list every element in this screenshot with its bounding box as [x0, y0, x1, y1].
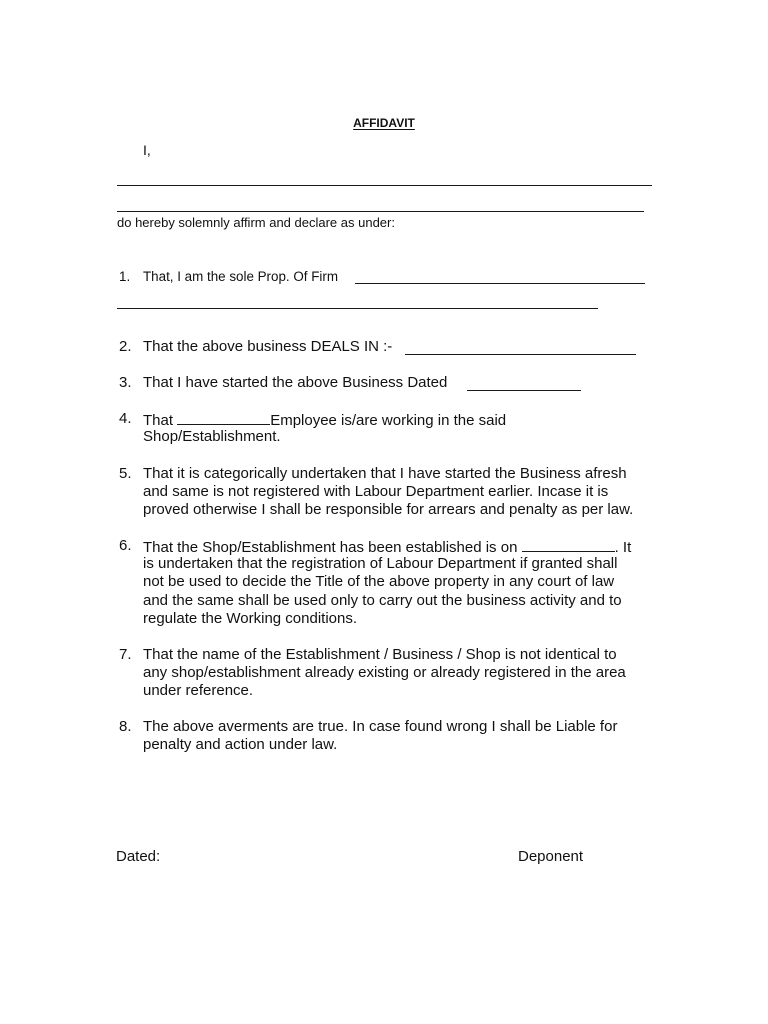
- business-date-blank[interactable]: [467, 390, 581, 391]
- item-text: That the above business DEALS IN :-: [143, 338, 393, 355]
- item-line: is undertaken that the registration of Labour Department if granted shall: [143, 555, 618, 573]
- item-line: That the Shop/Establishment has been established is on . It: [143, 539, 632, 556]
- established-date-blank[interactable]: [522, 537, 615, 552]
- item-text-continued: Shop/Establishment.: [143, 428, 281, 446]
- intro-pronoun: I,: [143, 142, 151, 158]
- item-line: and same is not registered with Labour Department earlier. Incase it is: [143, 483, 609, 501]
- item-text: That I have started the above Business Dated: [143, 374, 448, 391]
- item-line: not be used to decide the Title of the above property in any court of law: [143, 573, 615, 591]
- item-line: That the name of the Establishment / Business / Shop is not identical to: [143, 646, 617, 663]
- list-item: [119, 410, 679, 450]
- item-text: That Employee is/are working in the said: [143, 412, 507, 429]
- item-line: proved otherwise I shall be responsible for arrears and penalty as per law.: [143, 501, 634, 519]
- item-number: 7.: [119, 646, 132, 663]
- name-blank-line-1[interactable]: [117, 185, 652, 186]
- item-line: and the same shall be used only to carry out the business activity and to: [143, 591, 622, 609]
- dated-label: Dated:: [116, 848, 161, 865]
- item-line: The above averments are true. In case found wrong I shall be Liable for: [143, 718, 618, 735]
- item-number: 1.: [119, 269, 131, 284]
- name-blank-line-2[interactable]: [117, 211, 644, 212]
- document-title: AFFIDAVIT: [353, 116, 415, 130]
- item-number: 5.: [119, 465, 132, 482]
- item-number: 3.: [119, 374, 132, 391]
- item-number: 4.: [119, 410, 132, 427]
- employee-count-blank[interactable]: [177, 410, 270, 425]
- deals-in-blank[interactable]: [405, 354, 636, 355]
- firm-name-blank[interactable]: [355, 283, 645, 284]
- deponent-label: Deponent: [518, 848, 584, 865]
- item-number: 6.: [119, 537, 132, 554]
- declaration-text: do hereby solemnly affirm and declare as under:: [117, 215, 395, 230]
- firm-name-blank-continued[interactable]: [117, 308, 598, 309]
- item-number: 2.: [119, 338, 132, 355]
- item-line: regulate the Working conditions.: [143, 609, 358, 627]
- item-number: 8.: [119, 718, 132, 735]
- item-line: penalty and action under law.: [143, 736, 338, 754]
- item-text: That, I am the sole Prop. Of Firm: [143, 269, 338, 284]
- item-line: under reference.: [143, 682, 254, 700]
- item-line: That it is categorically undertaken that I have started the Business afresh: [143, 465, 627, 482]
- item-line: any shop/establishment already existing or already registered in the area: [143, 664, 626, 682]
